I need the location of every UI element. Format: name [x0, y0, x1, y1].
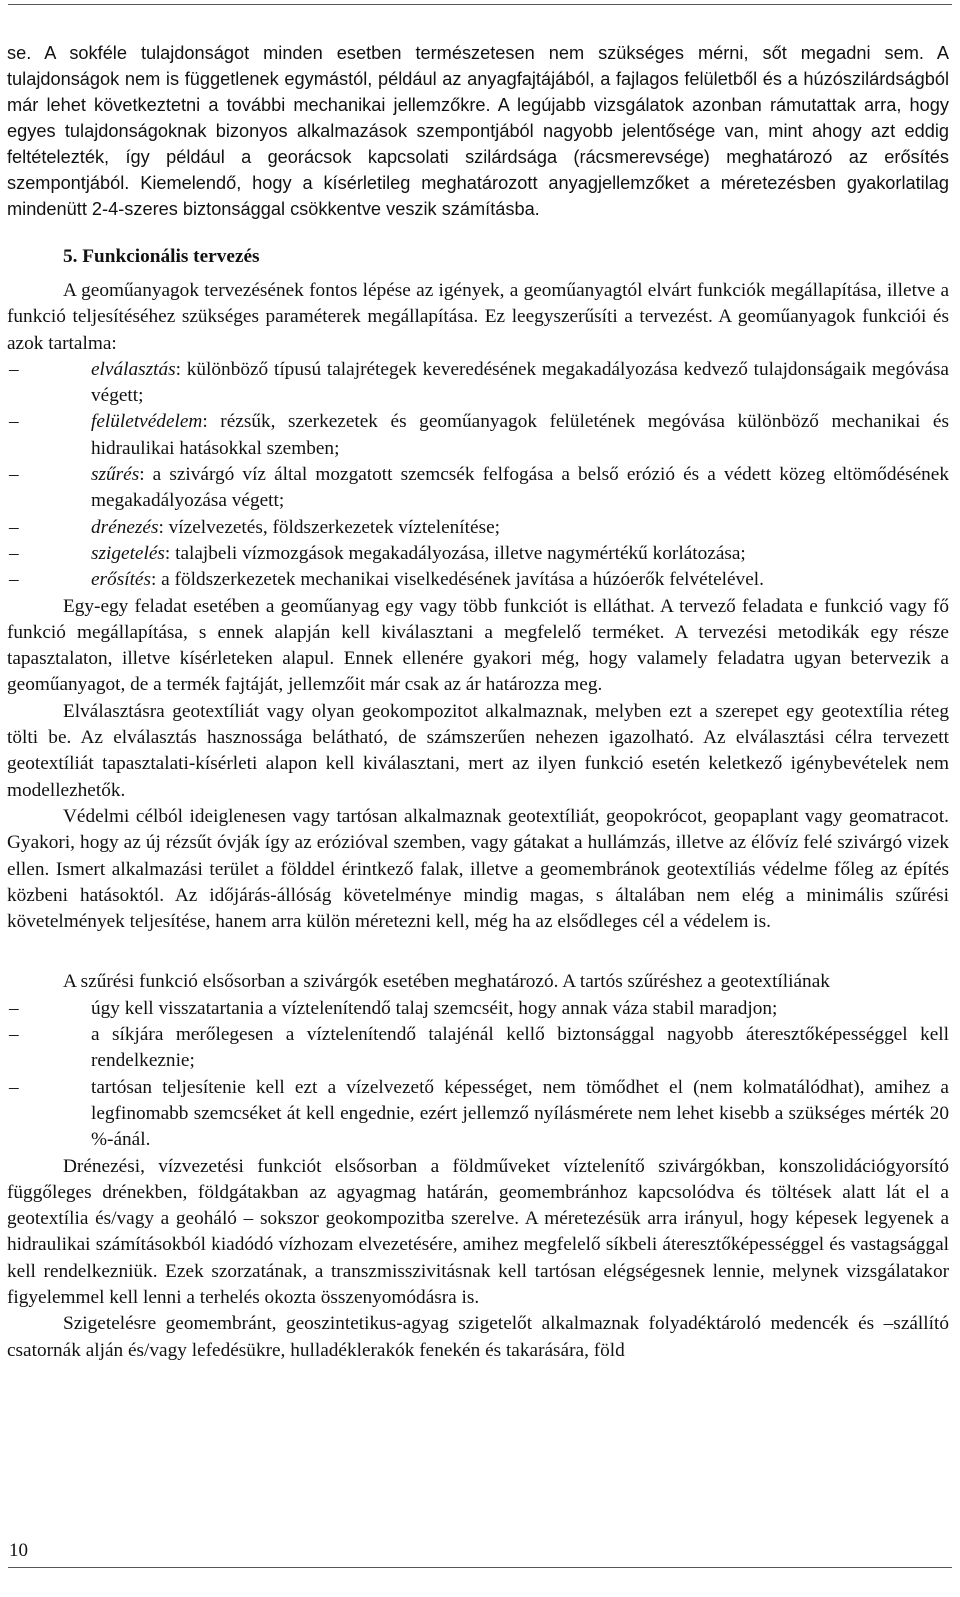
list-item — [7, 409, 949, 462]
dash-bullet: – — [9, 542, 19, 564]
function-description: : vízelvezetés, földszerkezetek víztelenítése; — [158, 516, 500, 538]
dash-bullet: – — [9, 464, 19, 486]
intro-paragraph: se. A sokféle tulajdonságot minden esetben természetesen nem szükséges mérni, sőt megadni sem. A tulajdonságok nem is függetlenek egymástól, például az anyagfajtájából, a fajlagos felületből és a húzószilárdságból már lehet következtetni a további mechanikai jellemzőkre. A legújabb vizsgálatok azonban rámutattak arra, hogy egyes tulajdonságoknak bizonyos alkalmazások szempontjából nagyobb jelentősége van, mint ahogy azt eddig feltételezték, így például a georácsok kapcsolati szilárdsága (rácsmerevsége) meghatározó az erősítés szempontjából. Kiemelendő, hogy a kísérletileg meghatározott anyagjellemzőket a méretezésben gyakorlatilag mindenütt 2-4-szeres biztonsággal csökkentve veszik számításba. — [7, 43, 949, 219]
list-item — [7, 357, 949, 410]
list-item — [7, 515, 949, 541]
dash-bullet: – — [9, 997, 19, 1019]
paragraph-sealing: Szigetelésre geomembránt, geoszintetikus-agyag szigetelőt alkalmaznak folyadéktároló medencék és –szállító csatornák alján és/vagy lefedésükre, hulladéklerakók fenekén és takarására, föld — [7, 1313, 949, 1361]
dash-bullet: – — [9, 411, 19, 433]
dash-bullet: – — [9, 358, 19, 380]
dash-bullet: – — [9, 1076, 19, 1098]
requirement-text: a síkjára merőlegesen a víztelenítendő talajénál kellő biztonsággal nagyobb áteresztőképességgel kell rendelkeznie; — [91, 1024, 949, 1072]
header-rule — [8, 4, 952, 5]
function-description: : a szivárgó víz által mozgatott szemcsék felfogása a belső erózió és a védett közeg eltömődésének megakadályozása végett; — [91, 464, 949, 512]
requirement-text: úgy kell visszatartania a víztelenítendő talaj szemcséit, hogy annak váza stabil maradjon; — [91, 997, 778, 1019]
list-item — [7, 1075, 949, 1154]
function-term: szűrés — [91, 464, 140, 486]
document-page — [7, 40, 949, 1364]
filter-requirements-list — [7, 996, 949, 1154]
list-item — [7, 1022, 949, 1075]
function-description: : rézsűk, szerkezetek és geoműanyagok felületének megóvása különböző mechanikai és hidraulikai hatásokkal szemben; — [91, 411, 949, 459]
paragraph-functions-intro: A geoműanyagok tervezésének fontos lépése az igények, a geoműanyagtól elvárt funkciók megállapítása, illetve a funkció teljesítéséhez szükséges paraméterek megállapítása. Ez leegyszerűsíti a tervezést. A geoműanyagok funkciói és azok tartalma: — [7, 280, 949, 354]
page-number: 10 — [9, 1540, 28, 1561]
paragraph-separation: Elválasztásra geotextíliát vagy olyan geokompozitot alkalmaznak, melyben ezt a szerepet egy geotextília réteg tölti be. Az elválasztás hasznossága belátható, de számszerűen nehezen igazolható. Az elválasztási célra tervezett geotextíliát tapasztalati-kísérleti alapon kell kiválasztani, mert az ilyen funkció esetén keletkező igénybevételek nem modellezhetők. — [7, 700, 949, 801]
functions-list — [7, 357, 949, 594]
function-description: : talajbeli vízmozgások megakadályozása, illetve nagymértékű korlátozása; — [164, 542, 746, 564]
footer-rule — [8, 1567, 952, 1568]
list-item — [7, 541, 949, 567]
paragraph-gap — [7, 935, 949, 969]
dash-bullet: – — [9, 1024, 19, 1046]
function-term: drénezés — [91, 516, 159, 538]
function-description: : a földszerkezetek mechanikai viselkedésének javítása a húzóerők felvételével. — [150, 569, 764, 591]
function-term: felületvédelem — [91, 411, 203, 433]
requirement-text: tartósan teljesítenie kell ezt a vízelvezető képességet, nem tömődhet el (nem kolmatálódhat), amihez a legfinomabb szemcséket át kell engednie, ezért jellemző nyílásmérete nem lehet kisebb a szükséges mérték 20 %-ánál. — [91, 1076, 949, 1151]
list-item — [7, 462, 949, 515]
dash-bullet: – — [9, 516, 19, 538]
paragraph-design: Egy-egy feladat esetében a geoműanyag egy vagy több funkciót is elláthat. A tervező feladata e funkció vagy fő funkció megállapítása, s ennek alapján kell kiválasztani a megfelelő terméket. A tervezési metodikák egy része tapasztalaton, illetve kísérleteken alapul. Ennek ellenére gyakori még, hogy valamely feladatra ugyan betervezik a geoműanyagot, de a termék fajtáját, jellemzőit már csak az ár határozza meg. — [7, 595, 949, 696]
list-item — [7, 567, 949, 593]
function-description: : különböző típusú talajrétegek keveredésének megakadályozása kedvező tulajdonságaik megóvása végett; — [91, 358, 949, 407]
section-heading: 5. Funkcionális tervezés — [63, 246, 260, 267]
function-term: szigetelés — [91, 542, 165, 564]
paragraph-filtration: A szűrési funkció elsősorban a szivárgók esetében meghatározó. A tartós szűréshez a geotextíliának — [63, 971, 830, 993]
dash-bullet: – — [9, 569, 19, 591]
list-item — [7, 996, 949, 1022]
paragraph-protection: Védelmi célból ideiglenesen vagy tartósan alkalmaznak geotextíliát, geopokrócot, geopaplant vagy geomatracot. Gyakori, hogy az új rézsűt óvják így az erózióval szemben, vagy gátakat a hullámzás, illetve az élővíz felé szivárgó vizek ellen. Ismert alkalmazási terület a földdel érintkező falak, illetve a geomembránok geotextíliás védelme főleg az építés közbeni hatásoktól. Az időjárás-állóság követelménye mindig magas, s általában nem elég a minimális szűrési követelmények teljesítése, hanem arra külön méretezni kell, még ha az elsődleges cél a védelem is. — [7, 805, 949, 933]
paragraph-drainage: Drénezési, vízvezetési funkciót elsősorban a földműveket víztelenítő szivárgókban, konszolidációgyorsító függőleges drénekben, földgátakban az agyagmag határán, geomembránhoz kapcsolódva és töltések alatt lát el a geotextília és/vagy a geoháló – sokszor geokompozitba szerelve. A méretezésük arra irányul, hogy képesek legyenek a hidraulikai számításokból kiadódó vízhozam elvezetésére, amihez megfelelő síkbeli áteresztőképességgel és vastagsággal kell rendelkezniük. Ezek szorzatának, a transzmisszivitásnak kell tartósan elégségesnek lennie, melynek vizsgálatakor figyelemmel kell lenni a terhelés okozta összenyomódásra is. — [7, 1155, 949, 1308]
function-term: erősítés — [91, 569, 151, 591]
function-term: elválasztás — [91, 358, 176, 380]
